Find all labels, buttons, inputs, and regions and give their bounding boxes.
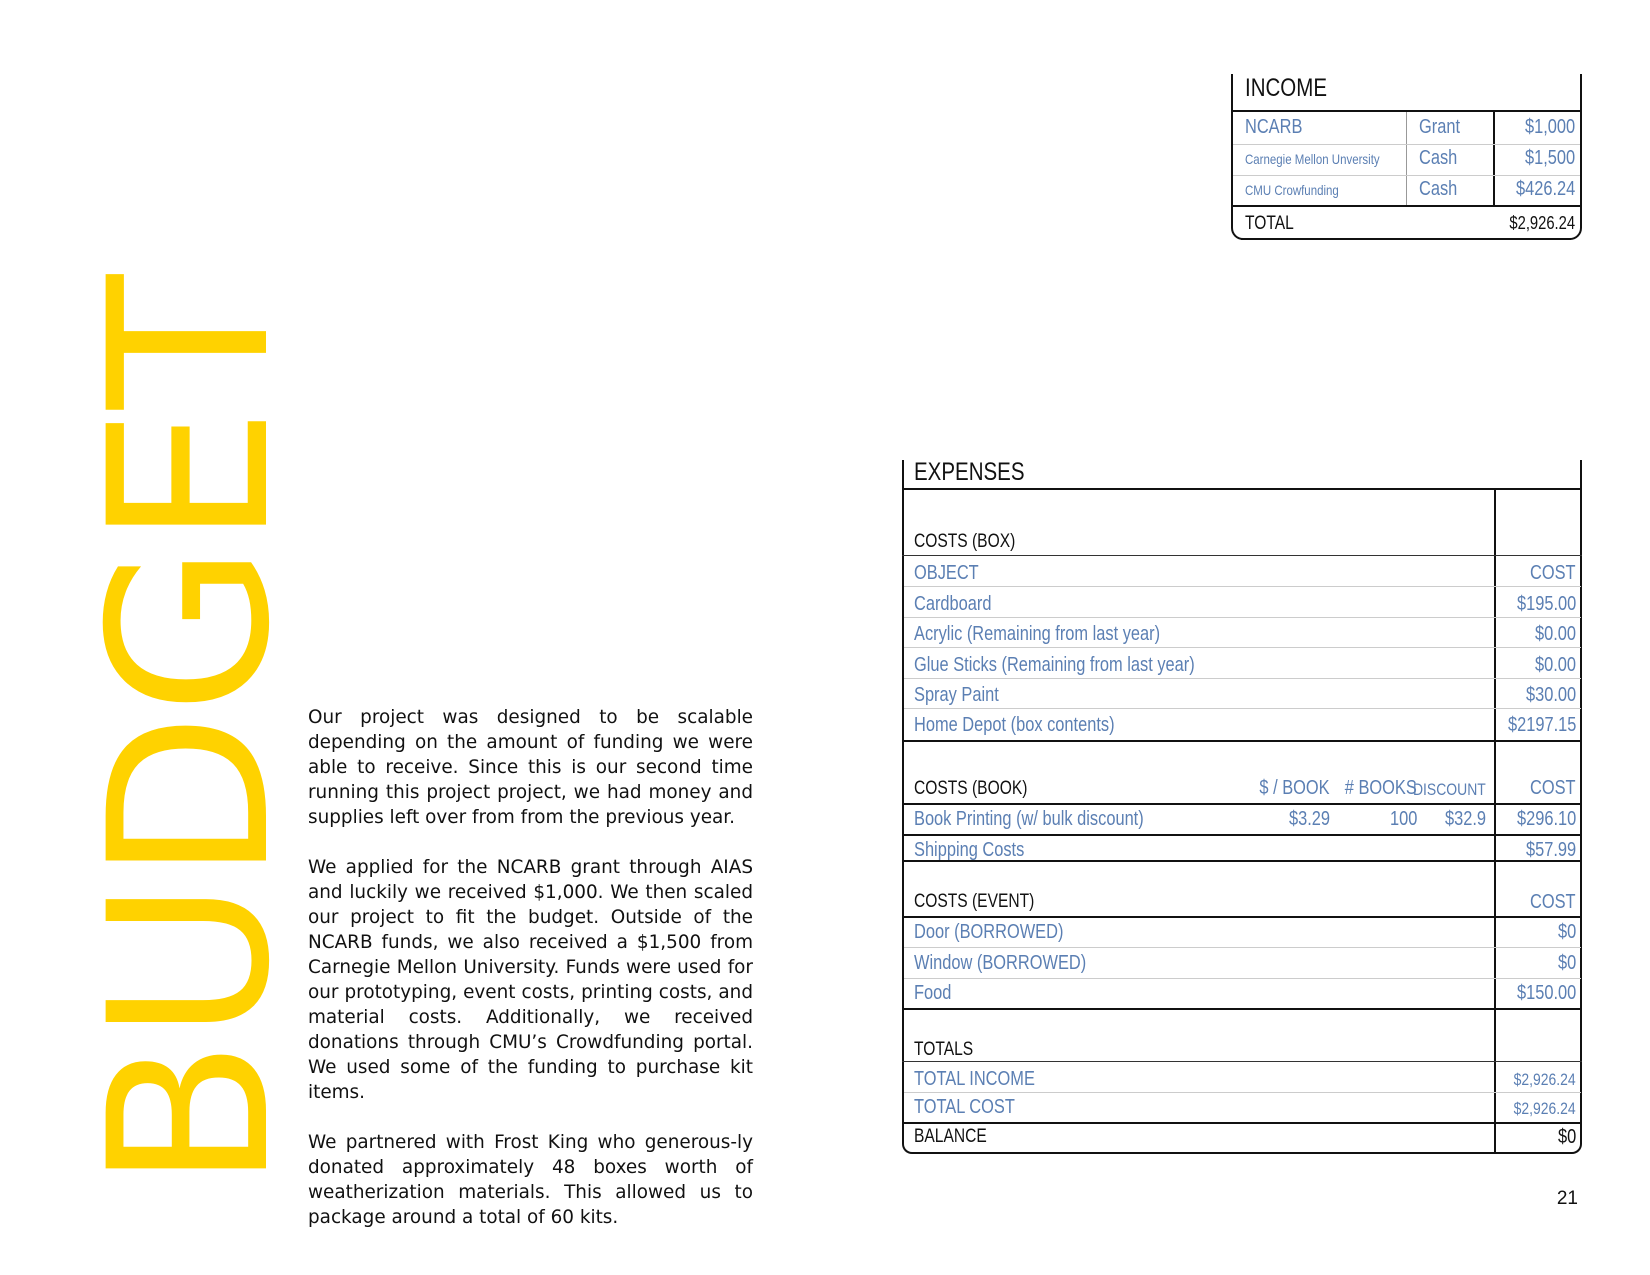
event-cost-door: $0 xyxy=(1557,921,1576,943)
income-total-value: $2,926.24 xyxy=(1509,213,1575,233)
book-count-printing: 100 xyxy=(1389,808,1417,830)
income-amount-cmu: $1,500 xyxy=(1524,147,1575,169)
income-table xyxy=(1231,72,1581,242)
box-section-label: COSTS (BOX) xyxy=(914,531,1016,552)
body-paragraph-1: Our project was designed to be scalable depending on the amount of funding we were able to receive. Since this is our second time running this project project, we had money and supplies left over from from the previous year. xyxy=(308,707,753,828)
book-per-book-printing: $3.29 xyxy=(1288,808,1330,830)
event-cost-food: $150.00 xyxy=(1516,982,1576,1004)
page-number: 21 xyxy=(1556,1188,1578,1209)
event-item-door: Door (BORROWED) xyxy=(914,921,1064,943)
box-col-object: OBJECT xyxy=(914,562,979,584)
box-item-glue: Glue Sticks (Remaining from last year) xyxy=(914,654,1195,676)
body-text xyxy=(308,705,753,1230)
event-item-window: Window (BORROWED) xyxy=(914,952,1087,974)
expenses-table xyxy=(902,458,1582,1158)
income-type-cmu: Cash xyxy=(1419,147,1458,169)
event-section-label: COSTS (EVENT) xyxy=(914,891,1035,912)
income-source-ncarb: NCARB xyxy=(1245,116,1303,138)
box-cost-cardboard: $195.00 xyxy=(1516,593,1576,615)
balance-label: BALANCE xyxy=(914,1126,987,1147)
book-col-books: # BOOKS xyxy=(1344,777,1417,799)
book-section-label: COSTS (BOOK) xyxy=(914,778,1028,799)
event-cost-window: $0 xyxy=(1557,952,1576,974)
income-source-crowdfunding: CMU Crowfunding xyxy=(1245,182,1339,198)
box-cost-glue: $0.00 xyxy=(1534,654,1576,676)
income-title: INCOME xyxy=(1245,74,1327,102)
body-paragraph-3: We partnered with Frost King who generous-ly donated approximately 48 boxes worth of weatherization materials. This allowed us to package around a total of 60 kits. xyxy=(308,1132,753,1228)
totals-cost-value: $2,926.24 xyxy=(1513,1099,1576,1118)
box-col-cost: COST xyxy=(1530,562,1576,584)
expenses-title: EXPENSES xyxy=(914,458,1025,486)
box-cost-acrylic: $0.00 xyxy=(1534,623,1576,645)
book-discount-printing: $32.9 xyxy=(1444,808,1486,830)
income-amount-ncarb: $1,000 xyxy=(1524,116,1575,138)
income-amount-crowdfunding: $426.24 xyxy=(1515,178,1575,200)
book-col-cost: COST xyxy=(1530,777,1576,799)
totals-cost-label: TOTAL COST xyxy=(914,1096,1015,1118)
totals-section-label: TOTALS xyxy=(914,1039,974,1060)
body-paragraph-2: We applied for the NCARB grant through AIAS and luckily we received $1,000. We then scaled our project to fit the budget. Outside of the NCARB funds, we also received a $1,500 from Carnegie Mellon University. Funds were used for our prototyping, event costs, printing costs, and material costs. Additionally, we received donations through CMU’s Crowdfunding portal. We used some of the funding to purchase kit items. xyxy=(308,857,753,1103)
book-col-discount: DISCOUNT xyxy=(1413,780,1486,799)
balance-value: $0 xyxy=(1557,1126,1576,1148)
income-total-label: TOTAL xyxy=(1245,213,1294,234)
box-cost-spray-paint: $30.00 xyxy=(1525,684,1576,706)
book-item-shipping: Shipping Costs xyxy=(914,839,1025,861)
box-item-spray-paint: Spray Paint xyxy=(914,684,999,706)
income-type-crowdfunding: Cash xyxy=(1419,178,1458,200)
income-type-ncarb: Grant xyxy=(1419,116,1461,138)
box-cost-home-depot: $2197.15 xyxy=(1507,714,1576,736)
book-col-per-book: $ / BOOK xyxy=(1259,777,1330,799)
event-col-cost: COST xyxy=(1530,891,1576,913)
totals-income-label: TOTAL INCOME xyxy=(914,1068,1035,1090)
book-cost-printing: $296.10 xyxy=(1516,808,1576,830)
book-item-printing: Book Printing (w/ bulk discount) xyxy=(914,808,1144,830)
box-item-cardboard: Cardboard xyxy=(914,593,992,615)
book-cost-shipping: $57.99 xyxy=(1525,839,1576,861)
income-source-cmu: Carnegie Mellon Unversity xyxy=(1245,151,1380,167)
event-item-food: Food xyxy=(914,982,952,1004)
totals-income-value: $2,926.24 xyxy=(1513,1070,1576,1089)
budget-title: BUDGET xyxy=(62,276,318,1190)
box-item-home-depot: Home Depot (box contents) xyxy=(914,714,1115,736)
box-item-acrylic: Acrylic (Remaining from last year) xyxy=(914,623,1161,645)
